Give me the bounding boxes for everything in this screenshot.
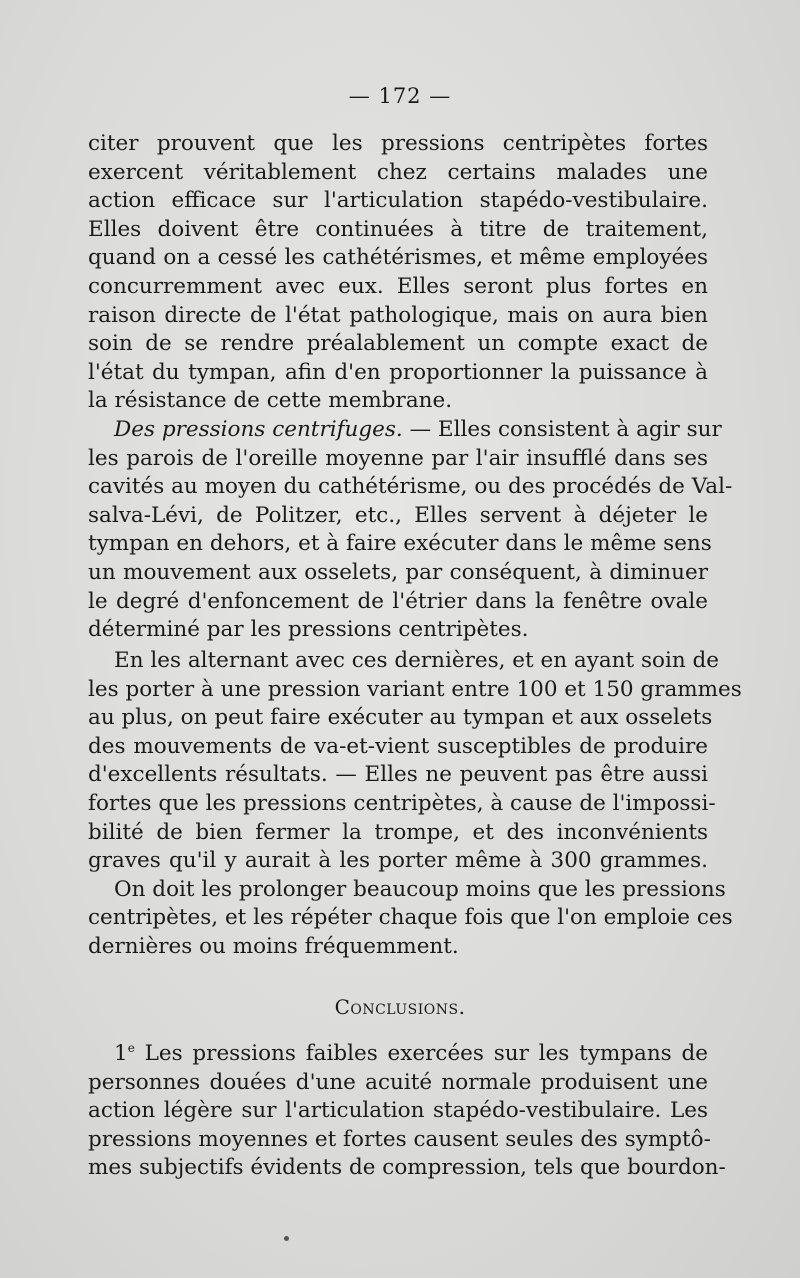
text-line: citer prouvent que les pressions centripètes fortes xyxy=(88,131,708,156)
text-line: tympan en dehors, et à faire exécuter dans le même sens xyxy=(88,531,712,557)
text-line: quand on a cessé les cathétérismes, et même employées xyxy=(88,245,708,271)
text-line: graves qu'il y aurait à les porter même à 300 grammes. xyxy=(88,848,708,874)
text-line: la résistance de cette membrane. xyxy=(88,388,453,414)
text-fragment: Les pressions faibles exercées sur les tympans de xyxy=(134,1041,708,1066)
text-line: salva-Lévi, de Politzer, etc., Elles servent à déjeter le xyxy=(88,502,708,528)
text-line: centripètes, et les répéter chaque fois que l'on emploie ces xyxy=(88,905,733,931)
text-line: cavités au moyen du cathétérisme, ou des procédés de Val- xyxy=(88,474,733,500)
numbered-conclusion-line xyxy=(88,1040,708,1069)
text-line: d'excellents résultats. — Elles ne peuvent pas être aussi xyxy=(88,762,708,788)
section-heading-conclusions: Conclusions. xyxy=(334,995,466,1019)
text-line: au plus, on peut faire exécuter au tympan et aux osselets xyxy=(88,705,713,731)
text-line: déterminé par les pressions centripètes. xyxy=(88,617,529,643)
text-line: exercent véritablement chez certains malades une xyxy=(88,159,708,185)
text-line: un mouvement aux osselets, par conséquent, à diminuer xyxy=(88,559,708,585)
ordinal-superscript: e xyxy=(127,1041,135,1055)
text-line: Elles doivent être continuées à titre de traitement, xyxy=(88,216,708,242)
text-fragment: — Elles consistent à agir sur xyxy=(402,416,722,442)
text-line: dernières ou moins fréquemment. xyxy=(88,933,459,959)
text-line: pressions moyennes et fortes causent seules des symptô- xyxy=(88,1126,711,1152)
text-line: le degré d'enfoncement de l'étrier dans la fenêtre ovale xyxy=(88,588,708,614)
text-block-lower xyxy=(88,1040,726,1183)
text-line: des mouvements de va-et-vient susceptibles de produire xyxy=(88,733,708,759)
text-line: En les alternant avec ces dernières, et en ayant soin de xyxy=(114,648,720,673)
text-line: les parois de l'oreille moyenne par l'air insufflé dans ses xyxy=(88,445,708,471)
text-line: raison directe de l'état pathologique, mais on aura bien xyxy=(88,302,708,328)
text-line: personnes douées d'une acuité normale produisent une xyxy=(88,1069,708,1095)
text-line: bilité de bien fermer la trompe, et des inconvénients xyxy=(88,819,708,845)
text-line: fortes que les pressions centripètes, à cause de l'impossi- xyxy=(88,790,716,816)
text-line: les porter à une pression variant entre 100 et 150 grammes xyxy=(88,676,742,702)
page-number: — 172 — xyxy=(348,84,452,108)
text-block-middle xyxy=(88,647,742,962)
text-line: l'état du tympan, afin d'en proportionner la puissance à xyxy=(88,359,708,385)
rubric-pressions-centrifuges: Des pressions centrifuges. xyxy=(114,416,403,442)
text-line: action légère sur l'articulation stapédo-vestibulaire. Les xyxy=(88,1098,708,1124)
text-line: soin de se rendre préalablement un compte exact de xyxy=(88,331,708,357)
conclusion-number: 1 xyxy=(114,1041,128,1066)
ink-speck xyxy=(284,1236,289,1241)
text-line: On doit les prolonger beaucoup moins que les pressions xyxy=(114,876,726,902)
text-line: mes subjectifs évidents de compression, tels que bourdon- xyxy=(88,1155,726,1181)
text-line: concurremment avec eux. Elles seront plus fortes en xyxy=(88,273,708,299)
text-line: action efficace sur l'articulation stapédo-vestibulaire. xyxy=(88,188,708,214)
text-block-upper xyxy=(88,130,733,645)
section-rubric-line xyxy=(88,416,722,445)
